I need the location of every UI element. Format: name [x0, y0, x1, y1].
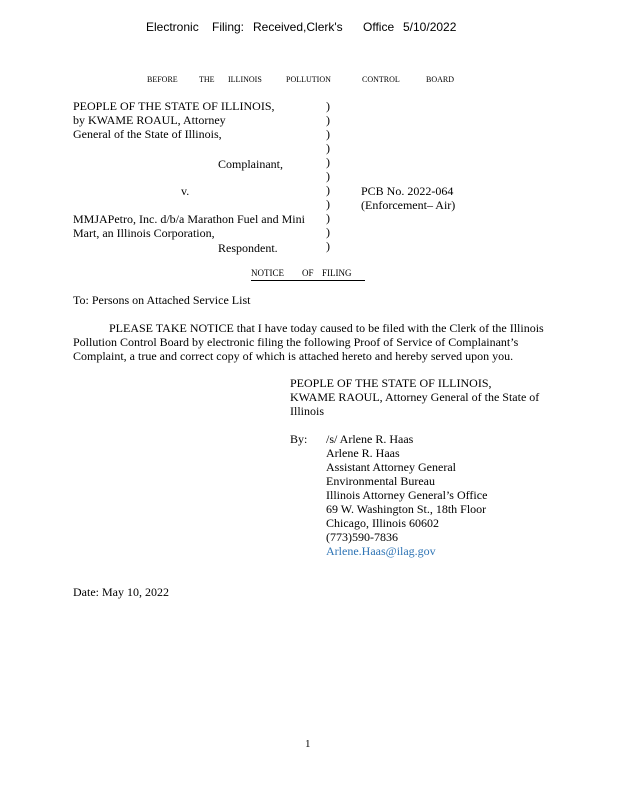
party-line: Illinois [290, 404, 325, 418]
paren: ) [326, 239, 330, 253]
page-number: 1 [305, 738, 311, 750]
respondent-label: Respondent. [218, 241, 278, 255]
caption-parentheses [326, 99, 330, 253]
party-line: KWAME RAOUL, Attorney General of the State of [290, 390, 540, 404]
case-number: PCB No. 2022-064 [361, 184, 454, 198]
signature-line: Assistant Attorney General [326, 460, 456, 474]
complainant-line: by KWAME ROAUL, Attorney [73, 113, 226, 127]
respondent-line: Mart, an Illinois Corporation, [73, 226, 215, 240]
versus: v. [181, 184, 190, 198]
board-heading-word: ILLINOIS [228, 75, 262, 84]
header-filing: Filing: [212, 20, 245, 34]
board-heading-word: BEFORE [147, 75, 178, 84]
header-electronic: Electronic [146, 20, 199, 34]
complainant-block [73, 99, 275, 141]
signature-line: Environmental Bureau [326, 474, 435, 488]
to-line: To: Persons on Attached Service List [73, 293, 251, 307]
body-line: Pollution Control Board by electronic filing the following Proof of Service of Complainant’s [73, 335, 519, 349]
signature-line: (773)590-7836 [326, 530, 398, 544]
notice-title-word: NOTICE [251, 268, 284, 278]
paren: ) [326, 169, 330, 183]
paren: ) [326, 225, 330, 239]
signature-lines [326, 432, 487, 558]
case-type: (Enforcement– Air) [361, 198, 456, 212]
respondent-block [73, 212, 305, 240]
board-heading-word: THE [199, 75, 215, 84]
signature-party [290, 376, 539, 418]
header-date: 5/10/2022 [403, 20, 457, 34]
body-line: Complaint, a true and correct copy of which is attached hereto and hereby served upon you. [73, 349, 514, 363]
board-heading-word: POLLUTION [286, 75, 331, 84]
notice-title-word: FILING [322, 268, 352, 278]
notice-title [251, 268, 365, 281]
signature-line: Chicago, Illinois 60602 [326, 516, 439, 530]
party-line: PEOPLE OF THE STATE OF ILLINOIS, [290, 376, 492, 390]
notice-title-word: OF [302, 268, 314, 278]
complainant-line: General of the State of Illinois, [73, 127, 222, 141]
paren: ) [326, 211, 330, 225]
header-office: Office [363, 20, 395, 34]
header-received: Received,Clerk's [253, 20, 343, 34]
signature-line: Illinois Attorney General’s Office [326, 488, 488, 502]
body-line: PLEASE TAKE NOTICE that I have today caused to be filed with the Clerk of the Illinois [109, 321, 544, 335]
email-link[interactable]: Arlene.Haas@ilag.gov [326, 544, 436, 558]
signature-line: Arlene R. Haas [326, 446, 400, 460]
paren: ) [326, 127, 330, 141]
complainant-line: PEOPLE OF THE STATE OF ILLINOIS, [73, 99, 275, 113]
respondent-line: MMJAPetro, Inc. d/b/a Marathon Fuel and Mini [73, 212, 305, 226]
paren: ) [326, 197, 330, 211]
board-heading-word: BOARD [426, 75, 455, 84]
signature-line: 69 W. Washington St., 18th Floor [326, 502, 487, 516]
paren: ) [326, 141, 330, 155]
notice-body [73, 321, 544, 363]
complainant-label: Complainant, [218, 157, 283, 171]
paren: ) [326, 183, 330, 197]
paren: ) [326, 155, 330, 169]
paren: ) [326, 113, 330, 127]
board-heading-word: CONTROL [362, 75, 400, 84]
paren: ) [326, 99, 330, 113]
by-label: By: [290, 432, 308, 446]
signature-line: /s/ Arlene R. Haas [326, 432, 414, 446]
date-line: Date: May 10, 2022 [73, 585, 169, 599]
